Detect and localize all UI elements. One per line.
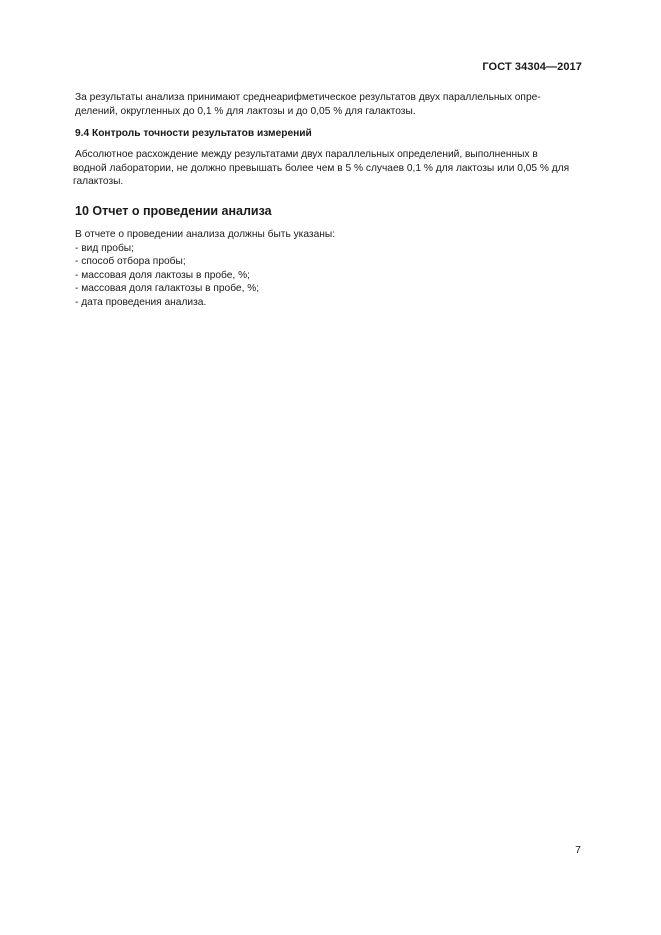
results-line-1: За результаты анализа принимают среднеарифметическое результатов двух параллельных опре- (75, 92, 541, 103)
page-number: 7 (575, 844, 581, 856)
accuracy-line-2: водной лаборатории, не должно превышать более чем в 5 % случаев 0,1 % для лактозы или 0,05 % для (73, 162, 570, 174)
results-line-2: делений, округленных до 0,1 % для лактозы и до 0,05 % для галактозы. (75, 105, 416, 117)
section-9-4-title: 9.4 Контроль точности результатов измерений (75, 128, 312, 139)
results-paragraph (75, 91, 583, 118)
document-code: ГОСТ 34304—2017 (482, 61, 582, 73)
section-9-4 (75, 127, 583, 141)
list-item: - способ отбора пробы; (75, 256, 186, 267)
accuracy-line-3: галактозы. (73, 176, 124, 187)
report-list (75, 228, 583, 309)
section-10-title: 10 Отчет о проведении анализа (75, 204, 272, 218)
list-item: - дата проведения анализа. (75, 296, 207, 308)
list-item: - массовая доля галактозы в пробе, %; (75, 283, 260, 294)
list-item: - массовая доля лактозы в пробе, %; (75, 269, 250, 281)
section-10 (75, 203, 583, 219)
accuracy-paragraph (75, 148, 583, 189)
report-intro: В отчете о проведении анализа должны быть указаны: (75, 229, 336, 240)
accuracy-line-1: Абсолютное расхождение между результатами двух параллельных определений, выполненных в (75, 149, 538, 160)
list-item: - вид пробы; (75, 242, 134, 254)
